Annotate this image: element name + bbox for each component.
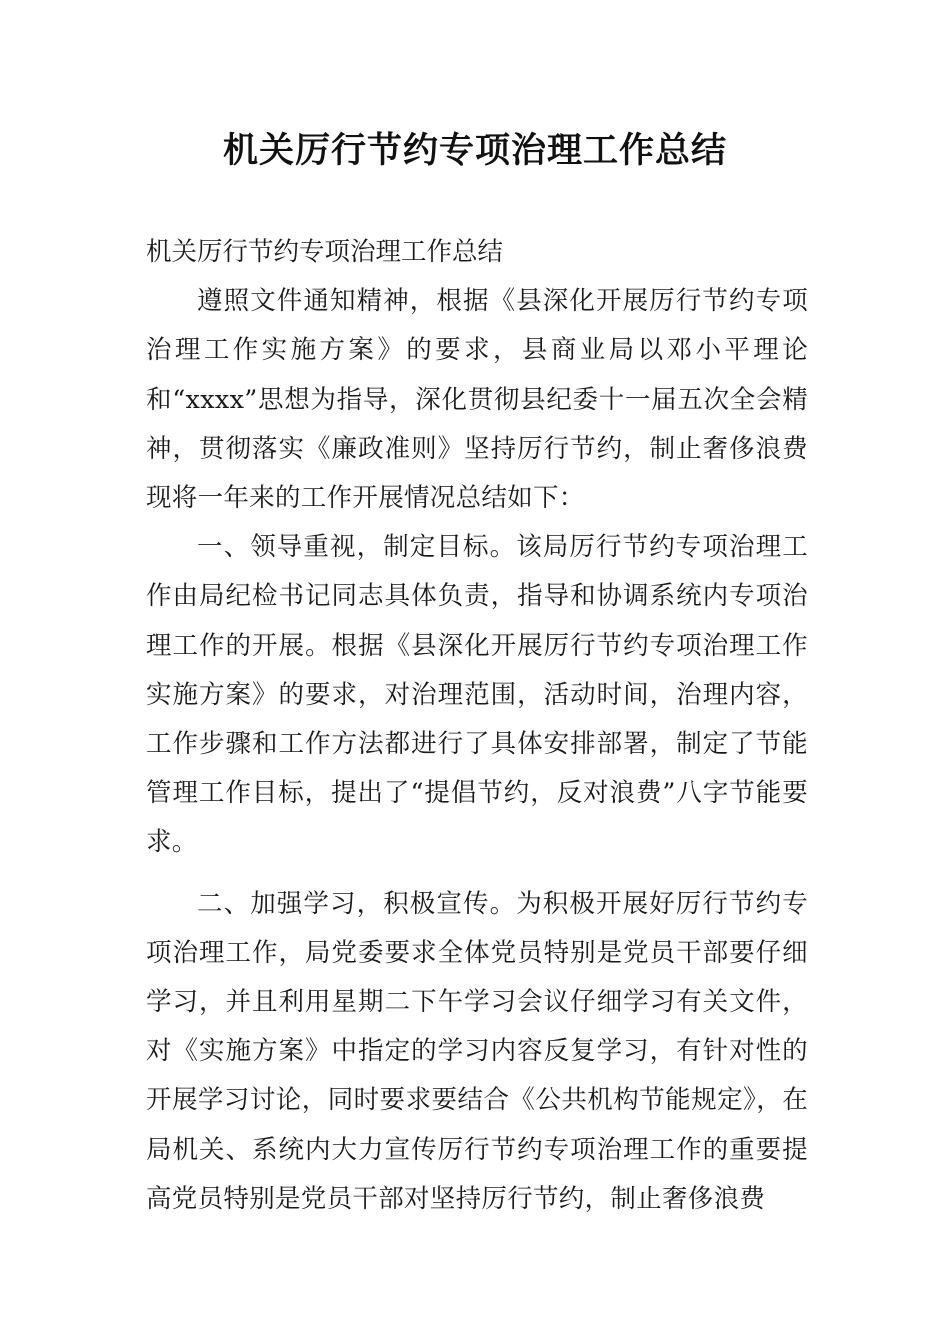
document-body [146, 228, 808, 1224]
paragraph-intro: 遵照文件通知精神，根据《县深化开展厉行节约专项治理工作实施方案》的要求，县商业局以邓小平理论和“xxxx”思想为指导，深化贯彻县纪委十一届五次全会精神，贯彻落实《廉政准则》坚持厉行节约，制止奢侈浪费现将一年来的工作开展情况总结如下： [146, 286, 808, 514]
paragraph-section-2: 二、加强学习，积极宣传。为积极开展好厉行节约专项治理工作，局党委要求全体党员特别是党员干部要仔细学习，并且利用星期二下午学习会议仔细学习有关文件，对《实施方案》中指定的学习内容反复学习，有针对性的开展学习讨论，同时要求要结合《公共机构节能规定》，在局机关、系统内大力宣传厉行节约专项治理工作的重要提高党员特别是党员干部对坚持厉行节约，制止奢侈浪费 [146, 888, 808, 1214]
document-title: 机关厉行节约专项治理工作总结 [222, 131, 727, 171]
document-subtitle: 机关厉行节约专项治理工作总结 [146, 237, 504, 267]
paragraph-section-1: 一、领导重视，制定目标。该局厉行节约专项治理工作由局纪检书记同志具体负责，指导和协调系统内专项治理工作的开展。根据《县深化开展厉行节约专项治理工作实施方案》的要求，对治理范围，活动时间，治理内容，工作步骤和工作方法都进行了具体安排部署，制定了节能管理工作目标，提出了“提倡节约，反对浪费”八字节能要求。 [146, 532, 808, 858]
